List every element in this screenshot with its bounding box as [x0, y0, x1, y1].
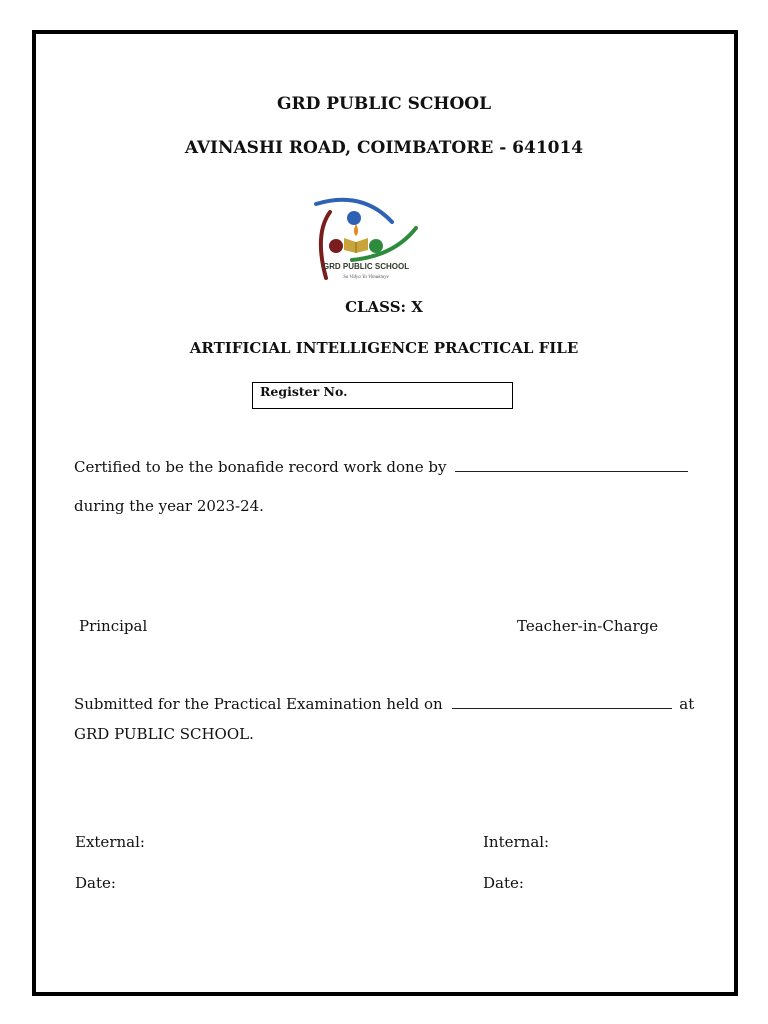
file-title: ARTIFICIAL INTELLIGENCE PRACTICAL FILE: [189, 339, 579, 357]
certificate-line-2: during the year 2023-24.: [74, 497, 264, 515]
student-name-blank[interactable]: [455, 470, 688, 472]
logo-tagline-text: Sa Vidya Ya Vimuktaye: [343, 275, 389, 280]
principal-label: Principal: [79, 617, 148, 635]
certificate-text: Certified to be the bonafide record work done by: [74, 458, 447, 476]
logo-name-text: GRD PUBLIC SCHOOL: [322, 262, 410, 271]
internal-label: Internal:: [483, 833, 550, 851]
class-heading: CLASS: X: [345, 298, 423, 316]
date-label-left: Date:: [75, 874, 116, 892]
logo-maroon-dot: [329, 239, 343, 253]
submission-line-1: [74, 695, 694, 713]
logo-green-dot: [369, 239, 383, 253]
register-number-label: Register No.: [260, 384, 348, 399]
submission-at: at: [679, 695, 695, 713]
register-number-box[interactable]: [252, 382, 513, 409]
logo-blue-dot: [347, 211, 361, 225]
submission-text: Submitted for the Practical Examination held on: [74, 695, 443, 713]
school-logo: [312, 194, 420, 286]
teacher-in-charge-label: Teacher-in-Charge: [517, 617, 659, 635]
exam-date-blank[interactable]: [452, 707, 672, 709]
external-label: External:: [75, 833, 145, 851]
certificate-line-1: [74, 458, 688, 476]
date-label-right: Date:: [483, 874, 524, 892]
submission-line-2: GRD PUBLIC SCHOOL.: [74, 725, 254, 743]
logo-flame: [354, 224, 358, 236]
school-name: GRD PUBLIC SCHOOL: [276, 94, 492, 114]
school-address: AVINASHI ROAD, COIMBATORE - 641014: [184, 138, 584, 158]
